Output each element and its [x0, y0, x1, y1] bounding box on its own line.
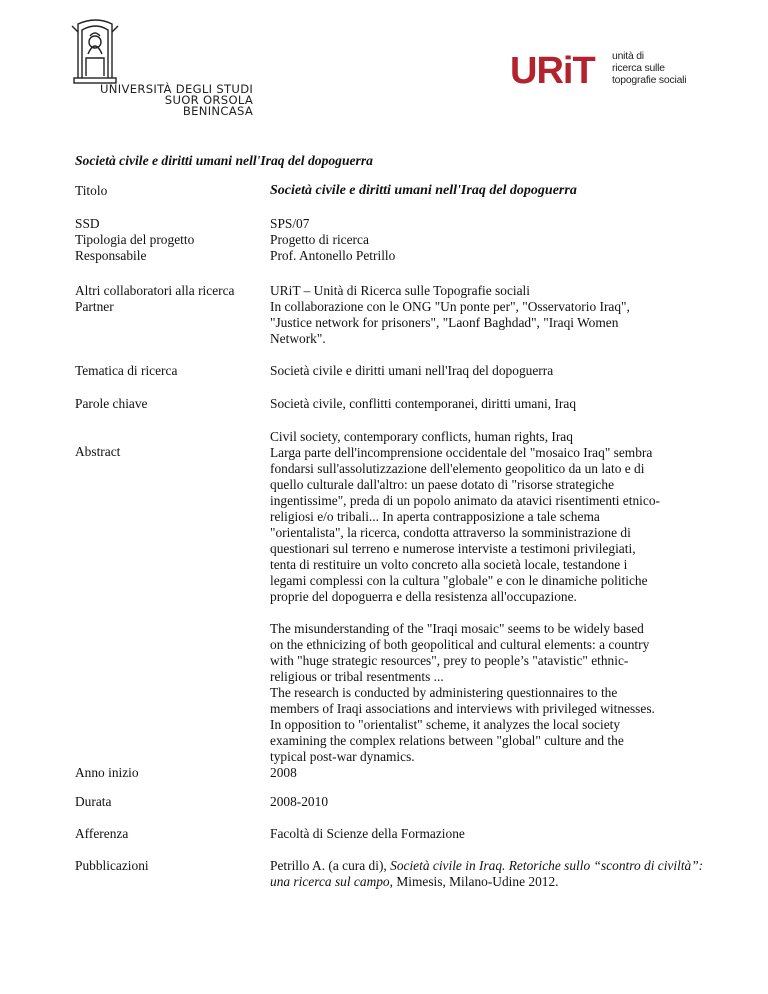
pub-publisher: Mimesis, Milano-Udine 2012.	[392, 874, 559, 889]
abstract-en-line: examining the complex relations between "global" culture and the	[270, 733, 624, 748]
urit-logo-word: URiT	[510, 50, 595, 92]
value-ssd: SPS/07	[270, 216, 310, 231]
label-pubblicazioni: Pubblicazioni	[75, 858, 149, 873]
abstract-it-line: ingentissime", preda di un popolo animato da atavici risentimenti etnico-	[270, 493, 660, 508]
pub-title-line-2: una ricerca sul campo,	[270, 874, 393, 889]
label-abstract: Abstract	[75, 444, 121, 459]
abstract-en-line: The misunderstanding of the "Iraqi mosaic" seems to be widely based	[270, 621, 644, 636]
label-titolo: Titolo	[75, 183, 108, 198]
abstract-en-line: members of Iraqi associations and interviews with privileged witnesses.	[270, 701, 655, 716]
abstract-en-line: typical post-war dynamics.	[270, 749, 415, 764]
value-durata: 2008-2010	[270, 794, 329, 809]
abstract-it-line: tenta di restituire un volto concreto alla società locale, testandone i	[270, 557, 628, 572]
abstract-it-line: religiosi e/o tribali... In aperta contrapposizione a tale schema	[270, 509, 600, 524]
urit-subtitle-line-3: topografie sociali	[612, 75, 687, 86]
label-tematica: Tematica di ricerca	[75, 363, 178, 378]
partner-line: "Justice network for prisoners", "Laonf Baghdad", "Iraqi Women	[270, 315, 619, 330]
document-title: Società civile e diritti umani nell'Iraq del dopoguerra	[75, 153, 373, 168]
abstract-en-line: on the ethnicizing of both geopolitical and cultural elements: a country	[270, 637, 650, 652]
value-afferenza: Facoltà di Scienze della Formazione	[270, 826, 465, 841]
abstract-it-line: legami complessi con la cultura "globale" e con le dinamiche politiche	[270, 573, 648, 588]
value-titolo: Società civile e diritti umani nell'Iraq del dopoguerra	[270, 183, 577, 198]
university-name-line-1: UNIVERSITÀ DEGLI STUDI	[100, 82, 254, 96]
partner-line: Network".	[270, 331, 326, 346]
abstract-it-line: Larga parte dell'incomprensione occidentale del "mosaico Iraq" sembra	[270, 445, 653, 460]
value-collaboratori: URiT – Unità di Ricerca sulle Topografie sociali	[270, 283, 530, 298]
value-tipologia: Progetto di ricerca	[270, 232, 369, 247]
abstract-it-line: quello culturale dall'altro: un paese dotato di "risorse strategiche	[270, 477, 615, 492]
urit-subtitle-line-1: unità di	[612, 51, 644, 62]
value-responsabile: Prof. Antonello Petrillo	[270, 248, 396, 263]
university-name-line-2: SUOR ORSOLA	[164, 93, 254, 107]
label-afferenza: Afferenza	[75, 826, 129, 841]
abstract-english	[270, 621, 704, 765]
pub-title-line-1: Società civile in Iraq. Retoriche sullo “scontro di civiltà”:	[390, 858, 704, 873]
abstract-keywords-en: Civil society, contemporary conflicts, human rights, Iraq	[270, 429, 573, 444]
urit-logo-subtitle	[612, 51, 686, 87]
label-ssd: SSD	[75, 216, 100, 231]
value-partner	[270, 299, 704, 347]
label-tipologia: Tipologia del progetto	[75, 232, 195, 247]
label-responsabile: Responsabile	[75, 248, 147, 263]
abstract-en-line: with "huge strategic resources", prey to people’s "atavistic" ethnic-	[270, 653, 629, 668]
pub-author: Petrillo A. (a cura di),	[270, 858, 387, 873]
university-name	[100, 84, 253, 117]
abstract-en-line: religious or tribal resentments ...	[270, 669, 444, 684]
value-tematica: Società civile e diritti umani nell'Iraq del dopoguerra	[270, 363, 554, 378]
value-anno-inizio: 2008	[270, 765, 297, 780]
abstract-it-line: "orientalista", la ricerca, condotta attraverso la somministrazione di	[270, 525, 631, 540]
abstract-it-line: fondarsi sull'assolutizzazione dell'elemento geopolitico da un lato e di	[270, 461, 645, 476]
label-parole-chiave: Parole chiave	[75, 396, 148, 411]
label-anno-inizio: Anno inizio	[75, 765, 139, 780]
partner-line: In collaborazione con le ONG "Un ponte per", "Osservatorio Iraq",	[270, 299, 630, 314]
abstract-it-line: questionari sul terreno e numerose interviste a testimoni privilegiati,	[270, 541, 636, 556]
urit-subtitle-line-2: ricerca sulle	[612, 63, 665, 74]
value-parole-chiave: Società civile, conflitti contemporanei, diritti umani, Iraq	[270, 396, 577, 411]
abstract-en-line: In opposition to "orientalist" scheme, it analyzes the local society	[270, 717, 621, 732]
university-name-line-3: BENINCASA	[182, 104, 254, 118]
value-pubblicazioni	[270, 858, 704, 890]
abstract-it-line: proprie del dopoguerra e della resistenza all'occupazione.	[270, 589, 577, 604]
label-durata: Durata	[75, 794, 112, 809]
abstract-italian	[270, 445, 704, 605]
abstract-en-line: The research is conducted by administering questionnaires to the	[270, 685, 618, 700]
label-partner: Partner	[75, 299, 114, 314]
label-collaboratori: Altri collaboratori alla ricerca	[75, 283, 235, 298]
